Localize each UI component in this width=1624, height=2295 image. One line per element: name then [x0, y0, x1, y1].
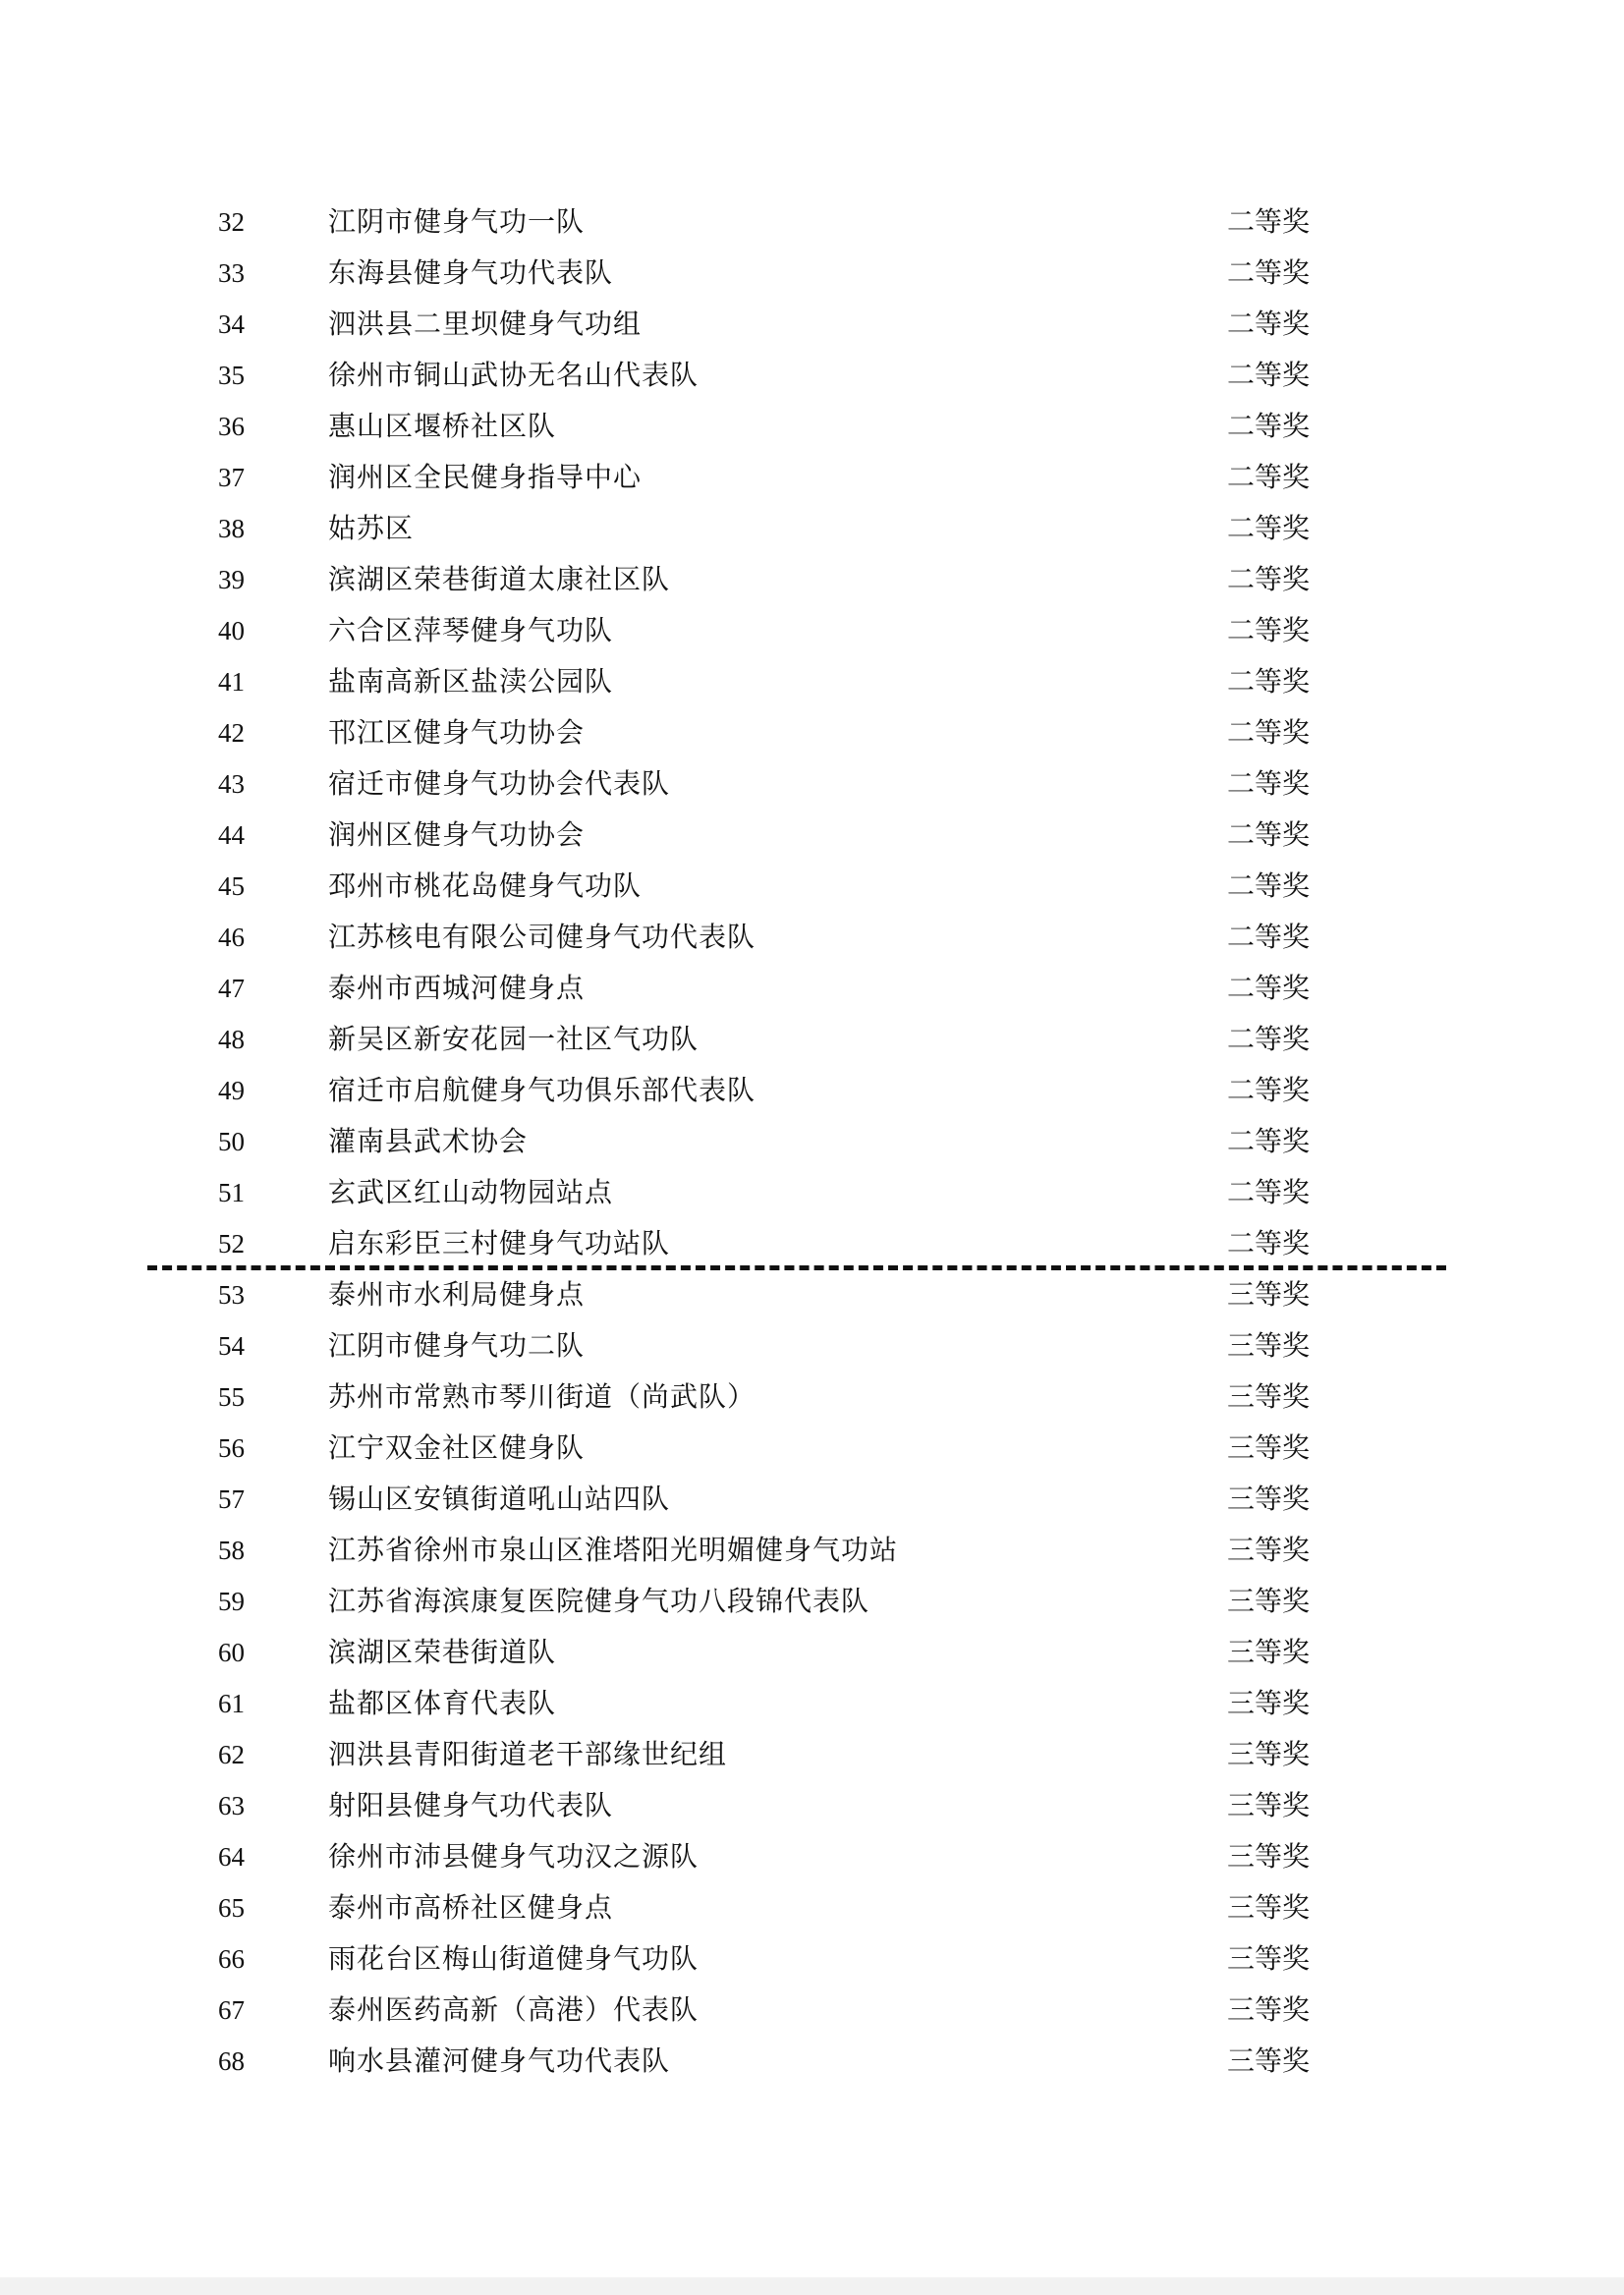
- team-name: 惠山区堰桥社区队: [328, 410, 557, 442]
- award-level: 三等奖: [1227, 1993, 1311, 2026]
- team-name: 泰州市西城河健身点: [328, 972, 586, 1004]
- list-item: [0, 1269, 1624, 1320]
- award-level: 三等奖: [1227, 1483, 1311, 1515]
- award-level: 二等奖: [1227, 563, 1311, 595]
- award-level: 三等奖: [1227, 1789, 1311, 1821]
- row-number: 40: [218, 616, 245, 645]
- award-level: 二等奖: [1227, 256, 1311, 289]
- row-number: 58: [218, 1536, 245, 1565]
- team-name: 滨湖区荣巷街道队: [328, 1636, 557, 1668]
- row-number: 45: [218, 871, 245, 901]
- row-number: 67: [218, 1995, 245, 2025]
- list-item: [0, 248, 1624, 299]
- award-level: 二等奖: [1227, 1227, 1311, 1259]
- team-name: 姑苏区: [328, 512, 415, 544]
- team-name: 江宁双金社区健身队: [328, 1431, 586, 1464]
- team-name: 邳州市桃花岛健身气功队: [328, 869, 643, 902]
- row-number: 42: [218, 718, 245, 748]
- row-number: 68: [218, 2046, 245, 2076]
- team-name: 六合区萍琴健身气功队: [328, 614, 614, 646]
- row-number: 38: [218, 514, 245, 543]
- list-item: [0, 2036, 1624, 2087]
- row-number: 49: [218, 1076, 245, 1105]
- list-item: [0, 1933, 1624, 1985]
- row-number: 44: [218, 820, 245, 850]
- team-name: 射阳县健身气功代表队: [328, 1789, 614, 1821]
- team-name: 江苏核电有限公司健身气功代表队: [328, 921, 756, 953]
- list-item: [0, 810, 1624, 861]
- row-number: 37: [218, 463, 245, 492]
- award-level: 三等奖: [1227, 1431, 1311, 1464]
- row-number: 36: [218, 412, 245, 441]
- award-level: 三等奖: [1227, 1329, 1311, 1362]
- award-level: 二等奖: [1227, 461, 1311, 493]
- list-item: [0, 1678, 1624, 1729]
- row-number: 48: [218, 1025, 245, 1054]
- list-item: [0, 1014, 1624, 1065]
- team-name: 润州区健身气功协会: [328, 818, 586, 851]
- award-level: 二等奖: [1227, 869, 1311, 902]
- row-number: 59: [218, 1587, 245, 1616]
- row-number: 54: [218, 1331, 245, 1361]
- list-item: [0, 707, 1624, 758]
- award-level: 三等奖: [1227, 1738, 1311, 1770]
- list-item: [0, 861, 1624, 912]
- row-number: 51: [218, 1178, 245, 1207]
- row-number: 50: [218, 1127, 245, 1156]
- award-level: 二等奖: [1227, 716, 1311, 749]
- team-name: 启东彩臣三村健身气功站队: [328, 1227, 671, 1259]
- team-name: 响水县灌河健身气功代表队: [328, 2044, 671, 2077]
- list-item: [0, 1627, 1624, 1678]
- list-item: [0, 299, 1624, 350]
- row-number: 34: [218, 309, 245, 339]
- team-name: 宿迁市健身气功协会代表队: [328, 767, 671, 800]
- list-item: [0, 503, 1624, 554]
- list-item: [0, 452, 1624, 503]
- list-item: [0, 196, 1624, 248]
- team-name: 泰州市高桥社区健身点: [328, 1891, 614, 1924]
- row-number: 57: [218, 1484, 245, 1514]
- award-level: 二等奖: [1227, 308, 1311, 340]
- award-level: 二等奖: [1227, 818, 1311, 851]
- award-level: 三等奖: [1227, 1636, 1311, 1668]
- list-item: [0, 554, 1624, 605]
- page-bottom-edge: [0, 2277, 1624, 2295]
- award-level: 三等奖: [1227, 1585, 1311, 1617]
- list-item: [0, 1218, 1624, 1269]
- award-level: 三等奖: [1227, 1687, 1311, 1719]
- list-item: [0, 656, 1624, 707]
- list-item: [0, 1882, 1624, 1933]
- award-level: 二等奖: [1227, 1023, 1311, 1055]
- award-level: 二等奖: [1227, 1074, 1311, 1106]
- team-name: 玄武区红山动物园站点: [328, 1176, 614, 1208]
- award-level: 三等奖: [1227, 1278, 1311, 1311]
- award-level: 二等奖: [1227, 1176, 1311, 1208]
- award-level: 三等奖: [1227, 1534, 1311, 1566]
- list-item: [0, 350, 1624, 401]
- award-level: 三等奖: [1227, 1891, 1311, 1924]
- row-number: 64: [218, 1842, 245, 1872]
- row-number: 66: [218, 1944, 245, 1974]
- team-name: 滨湖区荣巷街道太康社区队: [328, 563, 671, 595]
- row-number: 52: [218, 1229, 245, 1259]
- team-name: 徐州市铜山武协无名山代表队: [328, 359, 700, 391]
- team-name: 雨花台区梅山街道健身气功队: [328, 1942, 700, 1975]
- row-number: 35: [218, 361, 245, 390]
- team-name: 宿迁市启航健身气功俱乐部代表队: [328, 1074, 756, 1106]
- row-number: 47: [218, 974, 245, 1003]
- award-level: 三等奖: [1227, 1380, 1311, 1413]
- list-item: [0, 1474, 1624, 1525]
- team-name: 徐州市沛县健身气功汉之源队: [328, 1840, 700, 1873]
- list-item: [0, 401, 1624, 452]
- team-name: 江阴市健身气功一队: [328, 205, 586, 238]
- list-item: [0, 963, 1624, 1014]
- team-name: 泰州市水利局健身点: [328, 1278, 586, 1311]
- award-level: 三等奖: [1227, 2044, 1311, 2077]
- list-item: [0, 912, 1624, 963]
- row-number: 46: [218, 923, 245, 952]
- list-item: [0, 1371, 1624, 1423]
- award-level: 二等奖: [1227, 359, 1311, 391]
- award-level: 二等奖: [1227, 512, 1311, 544]
- award-level: 二等奖: [1227, 205, 1311, 238]
- row-number: 41: [218, 667, 245, 697]
- team-name: 泰州医药高新（高港）代表队: [328, 1993, 700, 2026]
- row-number: 62: [218, 1740, 245, 1769]
- list-item: [0, 1116, 1624, 1167]
- team-name: 新吴区新安花园一社区气功队: [328, 1023, 700, 1055]
- row-number: 32: [218, 207, 245, 237]
- list-item: [0, 1065, 1624, 1116]
- row-number: 33: [218, 258, 245, 288]
- award-level: 二等奖: [1227, 972, 1311, 1004]
- team-name: 锡山区安镇街道吼山站四队: [328, 1483, 671, 1515]
- list-item: [0, 1525, 1624, 1576]
- list-item: [0, 1729, 1624, 1780]
- list-item: [0, 758, 1624, 810]
- list-item: [0, 1985, 1624, 2036]
- team-name: 邗江区健身气功协会: [328, 716, 586, 749]
- row-number: 65: [218, 1893, 245, 1923]
- team-name: 泗洪县二里坝健身气功组: [328, 308, 643, 340]
- row-number: 53: [218, 1280, 245, 1310]
- row-number: 56: [218, 1433, 245, 1463]
- team-name: 润州区全民健身指导中心: [328, 461, 643, 493]
- award-level: 三等奖: [1227, 1942, 1311, 1975]
- row-number: 43: [218, 769, 245, 799]
- list-item: [0, 605, 1624, 656]
- award-level: 二等奖: [1227, 410, 1311, 442]
- award-level: 二等奖: [1227, 767, 1311, 800]
- award-level: 三等奖: [1227, 1840, 1311, 1873]
- row-number: 39: [218, 565, 245, 594]
- list-item: [0, 1831, 1624, 1882]
- award-level: 二等奖: [1227, 921, 1311, 953]
- team-name: 泗洪县青阳街道老干部缘世纪组: [328, 1738, 728, 1770]
- team-name: 东海县健身气功代表队: [328, 256, 614, 289]
- row-number: 60: [218, 1638, 245, 1667]
- award-level: 二等奖: [1227, 614, 1311, 646]
- team-name: 江苏省徐州市泉山区淮塔阳光明媚健身气功站: [328, 1534, 899, 1566]
- row-number: 63: [218, 1791, 245, 1820]
- team-name: 盐南高新区盐渎公园队: [328, 665, 614, 698]
- award-level: 二等奖: [1227, 665, 1311, 698]
- team-name: 苏州市常熟市琴川街道（尚武队）: [328, 1380, 756, 1413]
- row-number: 55: [218, 1382, 245, 1412]
- list-item: [0, 1423, 1624, 1474]
- list-item: [0, 1576, 1624, 1627]
- list-item: [0, 1167, 1624, 1218]
- team-name: 灌南县武术协会: [328, 1125, 529, 1157]
- row-number: 61: [218, 1689, 245, 1718]
- section-divider: [147, 1265, 1446, 1270]
- team-name: 江阴市健身气功二队: [328, 1329, 586, 1362]
- list-item: [0, 1780, 1624, 1831]
- award-list: [0, 196, 1624, 2087]
- award-level: 二等奖: [1227, 1125, 1311, 1157]
- list-item: [0, 1320, 1624, 1371]
- team-name: 盐都区体育代表队: [328, 1687, 557, 1719]
- team-name: 江苏省海滨康复医院健身气功八段锦代表队: [328, 1585, 870, 1617]
